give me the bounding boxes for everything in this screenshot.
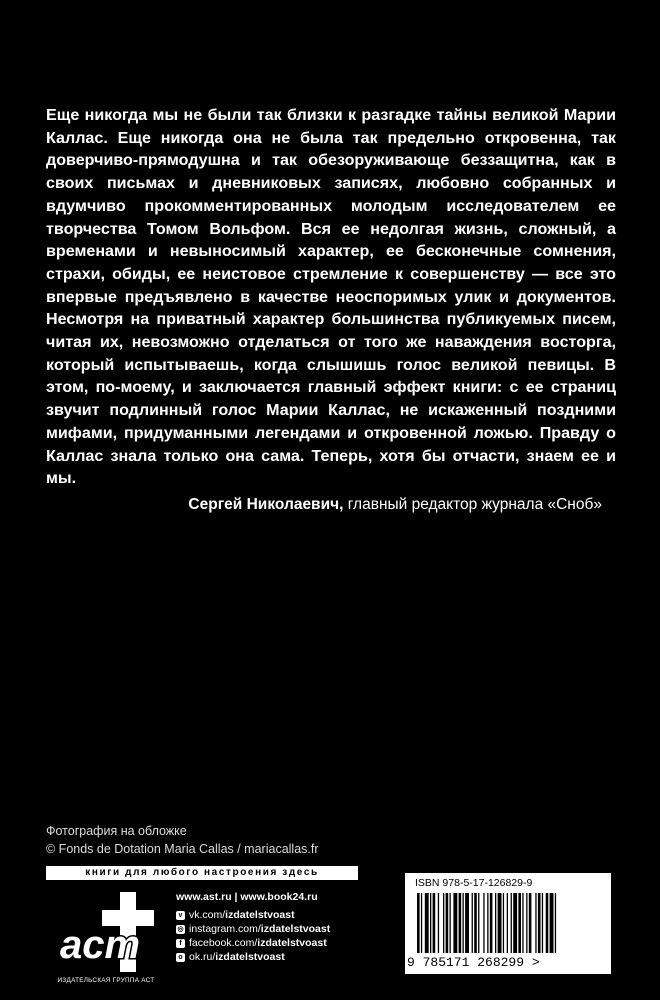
attribution	[188, 496, 602, 514]
facebook-icon: f	[176, 939, 185, 948]
social-prefix: ok.ru/	[189, 951, 216, 963]
publisher-caption: ИЗДАТЕЛЬСКАЯ ГРУППА АСТ	[57, 977, 155, 984]
isbn-text: ISBN 978-5-17-126829-9	[415, 877, 533, 889]
barcode-icon	[417, 893, 599, 957]
author-name: Сергей Николаевич,	[188, 496, 344, 513]
barcode-panel	[405, 873, 611, 974]
social-handle: izdatelstvoast	[215, 951, 285, 963]
social-prefix: instagram.com/	[189, 923, 261, 935]
ok-icon: o	[176, 953, 185, 962]
social-prefix: vk.com/	[189, 909, 226, 921]
ast-logo-icon	[46, 888, 164, 976]
photo-credit-line2: © Fonds de Dotation Maria Callas / mariacallas.fr	[46, 842, 319, 856]
websites[interactable]: www.ast.ru | www.book24.ru	[176, 891, 318, 903]
photo-credit	[46, 822, 319, 858]
instagram-icon: ◎	[177, 926, 184, 933]
social-prefix: facebook.com/	[189, 937, 258, 949]
ast-logo-text: аст	[60, 923, 141, 967]
social-handle: izdatelstvoast	[260, 923, 331, 935]
barcode-digits: 9 785171 268299 >	[407, 955, 540, 970]
photo-credit-line1: Фотография на обложке	[46, 824, 187, 838]
slogan-banner: книги для любого настроения здесь	[46, 866, 358, 880]
vk-icon: v	[176, 911, 185, 920]
social-link-ok[interactable]	[176, 951, 285, 963]
author-role: главный редактор журнала «Сноб»	[347, 496, 602, 513]
social-link-facebook[interactable]	[176, 937, 327, 949]
social-link-instagram[interactable]	[176, 923, 330, 935]
blurb-text: Еще никогда мы не были так близки к разгадке тайны великой Марии Каллас. Еще никогда она не была так предельно откровенна, так доверчиво-прямодушна и так обезоруживающе беззащитна, как в своих письмах и дневниковых записях, любовно собранных и вдумчиво прокомментированных молодым исследователем ее творчества Томом Вольфом. Вся ее недолгая жизнь, сложный, а временами и невыносимый характер, ее бесконечные сомнения, страхи, обиды, ее неистовое стремление к совершенству — все это впервые предъявлено в качестве неоспоримых улик и документов. Несмотря на приватный характер большинства публикуемых писем, читая их, невозможно отделаться от того же наваждения восторга, который испытываешь, когда слышишь голос великой певицы. В этом, по-моему, и заключается главный эффект книги: с ее страниц звучит подлинный голос Марии Каллас, не искаженный поздними мифами, придуманными легендами и откровенной ложью. Правду о Каллас знала только она сама. Теперь, хотя бы отчасти, знаем ее и мы.	[46, 106, 616, 488]
social-handle: izdatelstvoast	[257, 937, 327, 949]
social-handle: izdatelstvoast	[225, 909, 295, 921]
social-link-vk[interactable]	[176, 909, 295, 921]
